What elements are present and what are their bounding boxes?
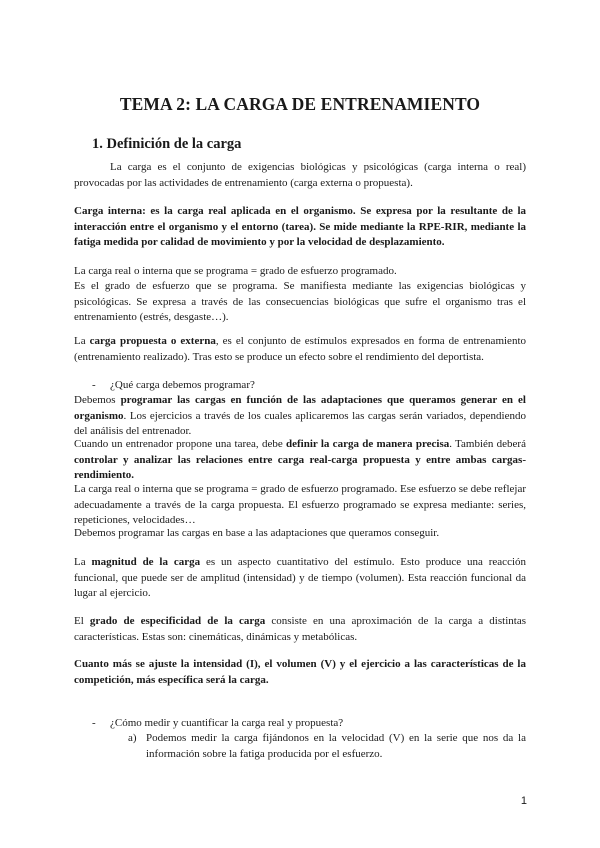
cuando-paragraph xyxy=(74,437,526,484)
magnitud-paragraph xyxy=(74,555,526,602)
text-run: El xyxy=(74,615,90,627)
carga-interna-paragraph xyxy=(74,204,526,251)
bold-run: magnitud de la carga xyxy=(91,556,201,568)
text-run: Debemos xyxy=(74,394,121,406)
question-como-medir: ¿Cómo medir y cuantificar la carga real y propuesta? xyxy=(110,717,344,729)
carga-real-line: La carga real o interna que se programa = grado de esfuerzo programado. xyxy=(74,265,397,277)
bold-run: carga propuesta o externa xyxy=(89,335,216,347)
bold-run: definir la carga de manera precisa xyxy=(286,438,450,450)
bold-run: Cuanto más se ajuste la intensidad (I), el volumen (V) y el ejercicio a las características de la competición, más específica será la carga. xyxy=(74,658,526,686)
text-run: . También deberá xyxy=(449,438,526,450)
list-marker-a: a) xyxy=(128,732,137,744)
question-que-carga: ¿Qué carga debemos programar? xyxy=(110,379,255,391)
bold-run: controlar y analizar las relaciones entre carga real-carga propuesta y entre ambas cargas-rendimiento. xyxy=(74,453,526,482)
grado-paragraph xyxy=(74,614,526,645)
intro-paragraph: La carga es el conjunto de exigencias biológicas y psicológicas (carga interna o real) provocadas por las actividades de entrenamiento (carga externa o propuesta). xyxy=(74,161,526,189)
list-item-a: Podemos medir la carga fijándonos en la velocidad (V) en la serie que nos da la información sobre la fatiga producida por el esfuerzo. xyxy=(146,732,526,760)
text-run: Cuando un entrenador propone una tarea, debe xyxy=(74,438,286,450)
text-run: consiste en una aproximación de la carga a distintas características. Estas son: cinemáticas, dinámicas y metabólicas. xyxy=(74,615,526,643)
text-run: La xyxy=(74,335,90,347)
bold-run: grado de especificidad de la carga xyxy=(89,615,266,627)
text-run: es un aspecto cuantitativo del estímulo. Esto produce una reacción funcional, que puede ser de amplitud (intensidad) y de tiempo (volumen). Esta reacción funcional da lugar al ejercicio. xyxy=(74,556,527,600)
carga-propuesta-paragraph xyxy=(74,334,526,365)
bullet-dash: - xyxy=(92,379,96,391)
debemos-paragraph xyxy=(74,393,526,440)
text-run: . Los ejercicios a través de los cuales aplicaremos las cargas serán variados, dependiendo del análisis del entrenador. xyxy=(74,409,526,438)
carga-real-paragraph: Es el grado de esfuerzo que se programa. Se manifiesta mediante las exigencias biológicas y psicológicas. Se expresa a través de las consecuencias biológicas que sufre el organismo tras el entrenamiento (estrés, desgaste…). xyxy=(74,280,526,324)
carga-real-3-paragraph: La carga real o interna que se programa = grado de esfuerzo programado. Ese esfuerzo se debe reflejar adecuadamente a través de la carga propuesta. El esfuerzo programado se expresa mediante: series, repeticiones, velocidades… xyxy=(74,483,526,527)
cuanto-paragraph xyxy=(74,657,526,688)
debemos-2-line: Debemos programar las cargas en base a las adaptaciones que queramos conseguir. xyxy=(74,527,440,539)
page-number: 1 xyxy=(520,795,527,807)
document-title: TEMA 2: LA CARGA DE ENTRENAMIENTO xyxy=(119,94,481,114)
text-run: La xyxy=(74,556,92,568)
section-heading: 1. Definición de la carga xyxy=(92,136,242,152)
bullet-dash: - xyxy=(92,717,96,729)
text-run: , es el conjunto de estímulos expresados en forma de entrenamiento (entrenamiento realizado). Tras esto se produce un efecto sobre el rendimiento del deportista. xyxy=(74,335,526,363)
carga-interna-text: Carga interna: es la carga real aplicada en el organismo. Se expresa por la resultante de la interacción entre el organismo y el entorno (tarea). Se mide mediante la RPE-RIR, mediante la fatiga medida por calidad de movimiento y por la velocidad de desplazamiento. xyxy=(74,205,526,249)
bold-run: programar las cargas en función de las adaptaciones que queramos generar en el organismo xyxy=(74,394,526,422)
